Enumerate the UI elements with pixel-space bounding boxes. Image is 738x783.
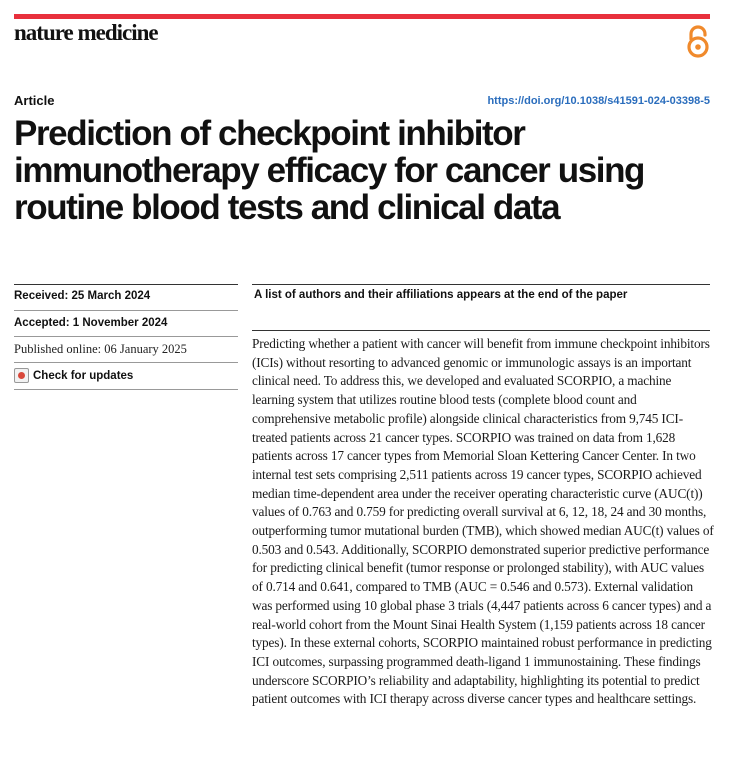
divider <box>14 284 238 285</box>
affiliations-note: A list of authors and their affiliations appears at the end of the paper <box>254 289 628 301</box>
divider <box>14 310 238 311</box>
divider <box>14 389 238 390</box>
check-for-updates-label: Check for updates <box>33 369 134 382</box>
accepted-date: Accepted: 1 November 2024 <box>14 317 168 329</box>
divider <box>252 284 710 285</box>
accent-bar <box>14 14 710 19</box>
check-for-updates-button[interactable] <box>14 368 133 383</box>
article-title: Prediction of checkpoint inhibitor immunotherapy efficacy for cancer using routine blood tests and clinical data <box>14 114 645 227</box>
doi-link[interactable]: https://doi.org/10.1038/s41591-024-03398-5 <box>487 95 710 107</box>
check-for-updates-icon <box>14 368 29 383</box>
open-access-lock-icon <box>684 25 712 59</box>
published-date: Published online: 06 January 2025 <box>14 342 187 356</box>
divider <box>14 362 238 363</box>
journal-name[interactable]: nature medicine <box>14 20 158 45</box>
abstract-text: Predicting whether a patient with cancer will benefit from immune checkpoint inhibitors (ICIs) without resorting to advanced genomic or immunologic assays is an important clinical need. To address this, we developed and evaluated SCORPIO, a machine learning system that utilizes routine blood tests (complete blood count and comprehensive metabolic profile) alongside clinical characteristics from 9,745 ICI-treated patients across 21 cancer types. SCORPIO was trained on data from 1,628 patients across 17 cancer types from Memorial Sloan Kettering Cancer Center. In two internal test sets comprising 2,511 patients across 19 cancer types, SCORPIO achieved median time-dependent area under the receiver operating characteristic curve (AUC(t)) values of 0.763 and 0.759 for predicting overall survival at 6, 12, 18, 24 and 30 months, outperforming tumor mutational burden (TMB), which showed median AUC(t) values of 0.503 and 0.543. Additionally, SCORPIO demonstrated superior predictive performance for predicting clinical benefit (tumor response or prolonged stability), with AUC values of 0.714 and 0.641, compared to TMB (AUC = 0.546 and 0.573). External validation was performed using 10 global phase 3 trials (4,447 patients across 6 cancer types) and a real-world cohort from the Mount Sinai Health System (1,159 patients across 18 cancer types). In these external cohorts, SCORPIO maintained robust performance in predicting ICI outcomes, surpassing programmed death-ligand 1 immunostaining. These findings underscore SCORPIO’s reliability and adaptability, highlighting its potential to predict patient outcomes with ICI therapy across diverse cancer types and healthcare settings. <box>252 336 714 707</box>
article-type: Article <box>14 93 55 108</box>
received-date: Received: 25 March 2024 <box>14 290 151 302</box>
divider <box>252 330 710 331</box>
divider <box>14 336 238 337</box>
